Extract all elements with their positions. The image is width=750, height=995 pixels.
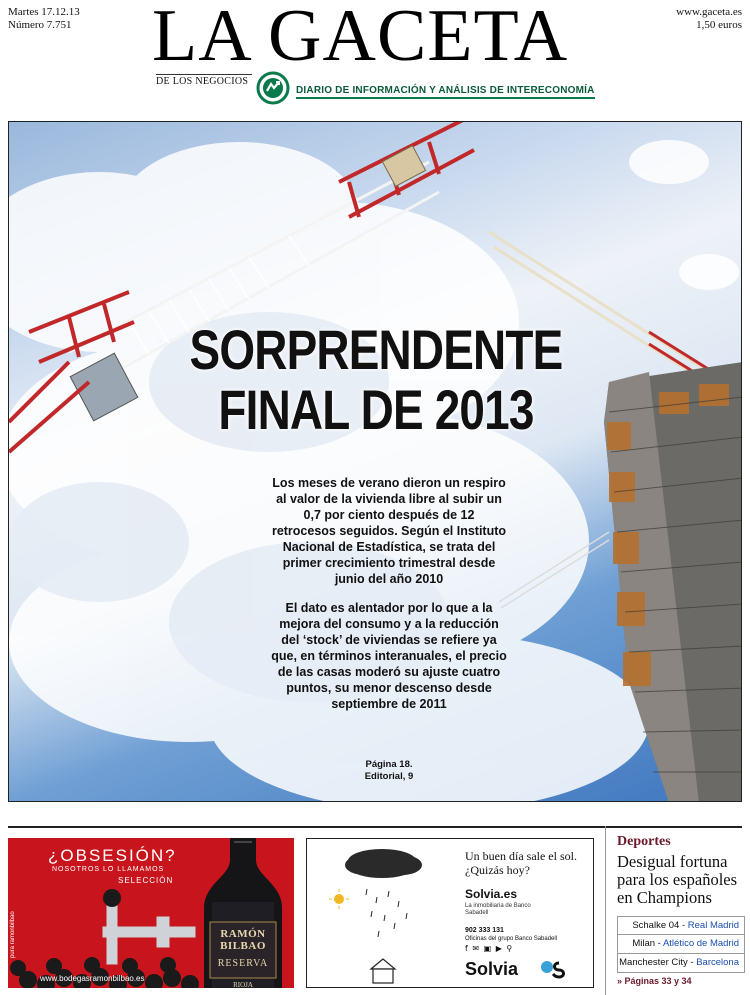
sun-icon	[329, 889, 349, 909]
wine-ad-line-3: SELECCIÓN	[118, 876, 174, 885]
logo-subline: DE LOS NEGOCIOS	[156, 74, 252, 87]
wine-ad-title: ¿OBSESIÓN?	[48, 846, 177, 865]
bottle-brand: RAMÓN BILBAO	[220, 928, 266, 952]
hero-paragraph-1: Los meses de verano dieron un respiro al valor de la vivienda libre al subir un 0,7 por ciento después de 12 retrocesos seguidos. Según el Instituto Nacional de Estadística, se trata del primer crecimiento trimestral desde junio del año 2010	[271, 476, 507, 586]
sports-section-label[interactable]: Deportes	[617, 834, 671, 849]
solvia-phone[interactable]: 902 333 131	[465, 927, 504, 934]
away-team: Real Madrid	[687, 920, 739, 931]
solvia-brand[interactable]: Solvia.es	[465, 887, 518, 901]
issue-date: Martes 17.12.13	[8, 6, 80, 18]
issue-price: 1,50 euros	[696, 19, 742, 31]
headline-line-1: SORPRENDENTE	[189, 318, 563, 381]
house-icon	[371, 959, 395, 983]
hero-page-reference[interactable]	[329, 759, 449, 783]
bottle-type: RESERVA	[217, 958, 269, 969]
newspaper-logo[interactable]: LA GACETA	[152, 0, 569, 77]
social-icons[interactable]: f ✉ ▣ ▶ ⚲	[465, 944, 514, 953]
hero-paragraph-2: El dato es alentador por lo que a la mejora del consumo y a la reducción del ‘stock’ de viviendas se refiere ya que, en términos interanuales, el precio de las casas moderó su ajuste cuatro puntos, su menor descenso desde septiembre de 2011	[271, 601, 507, 711]
hero-ref-editorial: Editorial, 9	[364, 771, 414, 782]
wine-bottle-label	[204, 928, 282, 988]
hero-summary	[271, 475, 507, 725]
sports-headline[interactable]: Desigual fortuna para los españoles en Champions	[617, 852, 738, 907]
site-block	[676, 6, 742, 32]
newspaper-tagline: DIARIO DE INFORMACIÓN Y ANÁLISIS DE INTERECONOMÍA	[296, 85, 595, 99]
away-team: Atlético de Madrid	[662, 938, 739, 949]
solvia-slogan-line-2: ¿Quizás hoy?	[465, 863, 530, 877]
solvia-slogan-line-1: Un buen día sale el sol.	[465, 849, 577, 863]
date-block	[8, 6, 80, 32]
hero-headline[interactable]	[75, 320, 677, 440]
home-team: Schalke 04	[632, 920, 680, 931]
home-team: Manchester City	[619, 957, 688, 968]
svg-text:pura ramonbilbao: pura ramonbilbao	[10, 911, 16, 958]
solvia-advertisement[interactable]	[306, 838, 594, 988]
issue-number: Número 7.751	[8, 19, 72, 31]
solvia-slogan	[465, 849, 577, 877]
hero-ref-page: Página 18.	[365, 759, 413, 770]
rain-cloud-illustration	[307, 839, 457, 988]
headline-line-2: FINAL DE 2013	[218, 378, 534, 441]
intereconomia-emblem-icon	[256, 71, 290, 105]
hero-story[interactable]	[8, 121, 742, 802]
solvia-office: Oficinas del grupo Banco Sabadell	[465, 936, 558, 942]
home-team: Milan	[632, 938, 656, 949]
match-row[interactable]: Schalke 04 - Real Madrid	[617, 916, 745, 935]
match-results	[617, 916, 745, 973]
solvia-logo-icon	[535, 957, 571, 983]
solvia-logo: Solvia	[465, 959, 519, 979]
solvia-brand-sub: La inmobiliaria de Banco Sabadell	[465, 903, 531, 916]
wine-ad-url[interactable]: www.bodegasramonbilbao.es	[40, 974, 145, 983]
wine-ad-line-2: NOSOTROS LO LLAMAMOS	[52, 866, 165, 873]
away-team: Barcelona	[696, 957, 739, 968]
match-row[interactable]: Milan - Atlético de Madrid	[617, 935, 745, 954]
bottle-origin: RIOJA	[233, 981, 253, 988]
site-url[interactable]: www.gaceta.es	[676, 6, 742, 18]
masthead	[0, 0, 750, 112]
sports-page-reference[interactable]: » Páginas 33 y 34	[617, 976, 692, 986]
sports-teaser[interactable]	[605, 826, 745, 995]
match-row[interactable]: Manchester City - Barcelona	[617, 954, 745, 973]
wine-advertisement[interactable]	[8, 838, 294, 988]
